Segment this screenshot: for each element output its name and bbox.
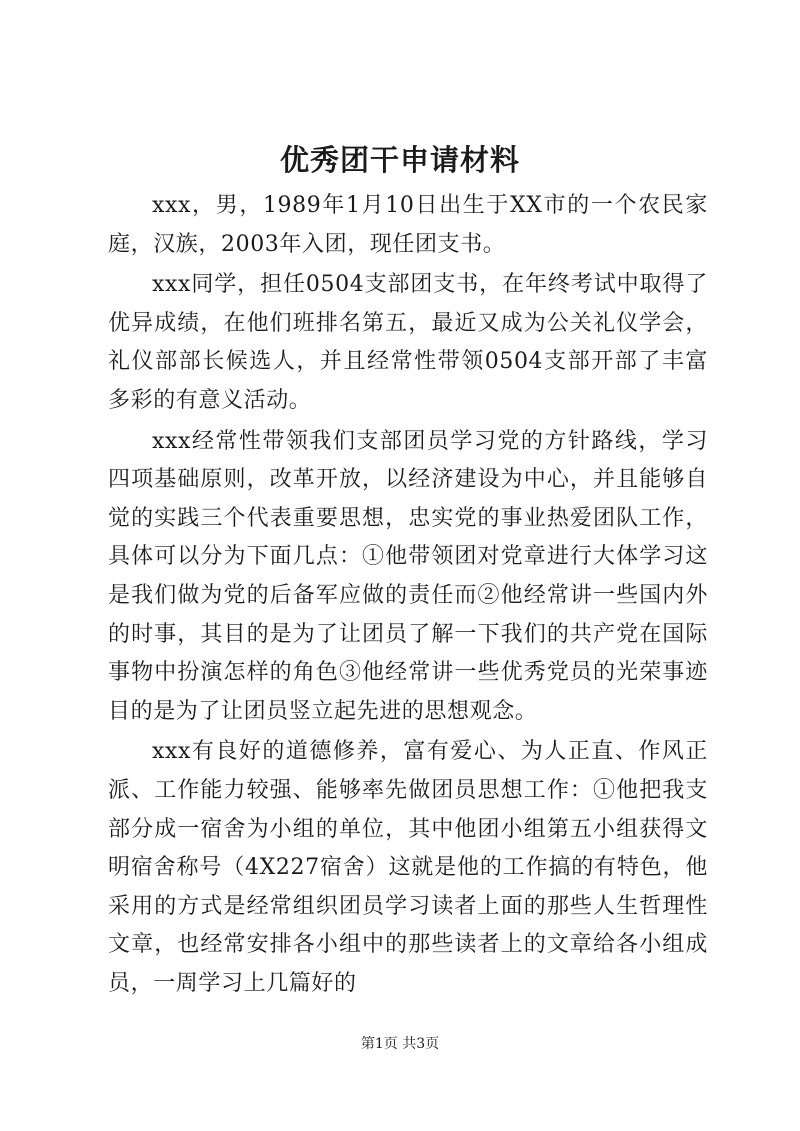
document-body [108, 187, 708, 1005]
document-title: 优秀团干申请材料 [279, 143, 520, 177]
paragraph-4: xxx有良好的道德修养，富有爱心、为人正直、作风正派、工作能力较强、能够率先做团员思想工作：①他把我支部分成一宿舍为小组的单位，其中他团小组第五小组获得文明宿舍称号（4X227宿舍）这就是他的工作搞的有特色，他采用的方式是经常组织团员学习读者上面的那些人生哲理性文章，也经常安排各小组中的那些读者上的文章给各小组成员，一周学习上几篇好的 [108, 739, 708, 996]
paragraph-1: xxx，男，1989年1月10日出生于XX市的一个农民家庭，汉族，2003年入团，现任团支书。 [108, 193, 708, 257]
paragraph-2: xxx同学，担任0504支部团支书，在年终考试中取得了优异成绩，在他们班排名第五，最近又成为公关礼仪学会，礼仪部部长候选人，并且经常性带领0504支部开部了丰富多彩的有意义活动。 [108, 272, 708, 413]
paragraph-3: xxx经常性带领我们支部团员学习党的方针路线，学习四项基础原则，改革开放，以经济建设为中心，并且能够自觉的实践三个代表重要思想，忠实党的事业热爱团队工作，具体可以分为下面几点：①他带领团对党章进行大体学习这是我们做为党的后备军应做的责任而②他经常讲一些国内外的时事，其目的是为了让团员了解一下我们的共产党在国际事物中扮演怎样的角色③他经常讲一些优秀党员的光荣事迹目的是为了让团员竖立起先进的思想观念。 [108, 428, 708, 724]
page-footer: 第1页 共3页 [360, 1036, 440, 1052]
